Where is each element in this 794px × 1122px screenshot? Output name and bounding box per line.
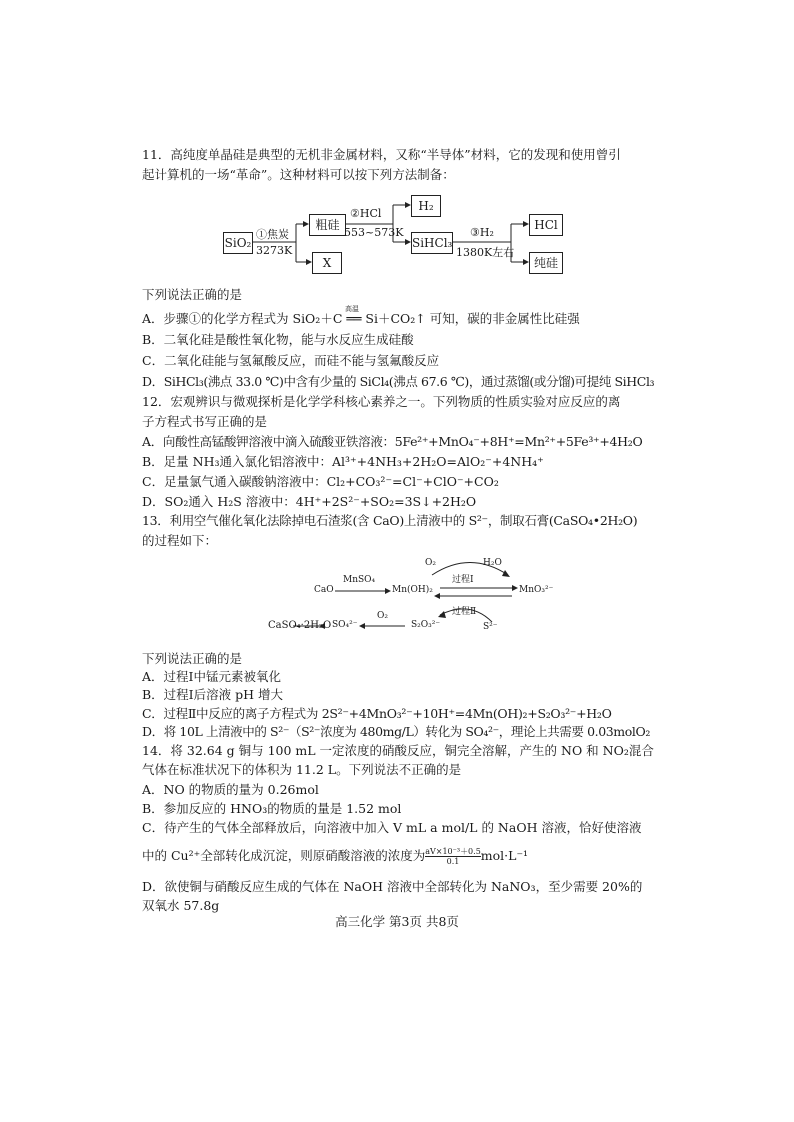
- q13-process1: 过程Ⅰ: [452, 575, 474, 585]
- h2-box: H₂: [411, 195, 441, 217]
- q13-s2: S²⁻: [483, 622, 498, 632]
- q12-option-a: A．向酸性高锰酸钾溶液中滴入硫酸亚铁溶液：5Fe²⁺+MnO₄⁻+8H⁺=Mn²⁺+5Fe³⁺+4H₂O: [142, 434, 643, 449]
- sihcl3-box: SiHCl₃: [411, 232, 453, 254]
- q11-a-condition: 高温: [345, 305, 359, 313]
- q12-stem-line2: 子方程式书写正确的是: [142, 414, 268, 429]
- q14-c-text-post: mol·L⁻¹: [480, 848, 529, 863]
- q11-ask: 下列说法正确的是: [142, 287, 243, 302]
- q14-option-a: A．NO 的物质的量为 0.26mol: [142, 782, 319, 797]
- q13-gypsum: CaSO₄·2H₂O: [268, 620, 332, 631]
- q11-option-a: A．步骤①的化学方程式为 SiO₂＋C ══ Si＋CO₂↑ 可知，碳的非金属性比硅强: [142, 311, 580, 326]
- q11-option-c: C．二氧化硅能与氢氟酸反应，而硅不能与氢氟酸反应: [142, 353, 440, 368]
- q14-option-c-line2: [142, 847, 528, 866]
- step3-label-bottom: 1380K左右: [456, 246, 515, 259]
- q13-stem-line1: 13．利用空气催化氧化法除掉电石渣浆(含 CaO)上清液中的 S²⁻，制取石膏(CaSO₄•2H₂O): [142, 513, 638, 528]
- q13-stem-line2: 的过程如下：: [142, 533, 218, 548]
- q13-process2: 过程Ⅱ: [452, 607, 477, 617]
- q13-ask: 下列说法正确的是: [142, 651, 243, 666]
- q14-option-d-line2: 双氧水 57.8g: [142, 898, 220, 913]
- q13-mno3: MnO₃²⁻: [519, 585, 554, 595]
- q14-option-d-line1: D．欲使铜与硝酸反应生成的气体在 NaOH 溶液中全部转化为 NaNO₃，至少需要 20%的: [142, 879, 643, 894]
- q13-option-d: D．将 10L 上清液中的 S²⁻（S²⁻浓度为 480mg/L）转化为 SO₄²⁻，理论上共需要 0.03molO₂: [142, 724, 650, 739]
- step1-label-top: ①焦炭: [256, 228, 289, 241]
- sio2-box: SiO₂: [223, 232, 253, 254]
- crude-si-box: 粗硅: [309, 214, 346, 236]
- q13-option-b: B．过程Ⅰ后溶液 pH 增大: [142, 687, 283, 702]
- q13-s2o3: S₂O₃²⁻: [411, 620, 441, 630]
- q13-option-a: A．过程Ⅰ中锰元素被氧化: [142, 669, 281, 684]
- q13-mnso4: MnSO₄: [343, 575, 376, 585]
- q14-c-denominator: 0.1: [446, 857, 460, 866]
- q13-so4: SO₄²⁻: [332, 620, 358, 630]
- q12-option-b: B．足量 NH₃通入氯化铝溶液中：Al³⁺+4NH₃+2H₂O=AlO₂⁻+4NH₄⁺: [142, 454, 544, 469]
- q13-option-c: C．过程Ⅱ中反应的离子方程式为 2S²⁻+4MnO₃²⁻+10H⁺=4Mn(OH)₂+S₂O₃²⁻+H₂O: [142, 706, 612, 721]
- step2-label-bottom: 553~573K: [344, 226, 404, 239]
- q14-c-fraction: [425, 847, 481, 866]
- q14-stem-line1: 14．将 32.64 g 铜与 100 mL 一定浓度的硝酸反应，铜完全溶解，产生的 NO 和 NO₂混合: [142, 743, 654, 758]
- q11-stem-line2: 起计算机的一场“革命”。这种材料可以按下列方法制备：: [142, 167, 455, 182]
- step2-label-top: ②HCl: [350, 207, 382, 220]
- page-footer: 高三化学 第3页 共8页: [335, 914, 459, 929]
- hcl-box: HCl: [529, 214, 563, 236]
- step1-label-bottom: 3273K: [256, 244, 293, 257]
- q12-stem-line1: 12．宏观辨识与微观探析是化学学科核心素养之一。下列物质的性质实验对应反应的离: [142, 394, 621, 409]
- q14-option-c-line1: C．待产生的气体全部释放后，向溶液中加入 V mL a mol/L 的 NaOH 溶液，恰好使溶液: [142, 820, 642, 835]
- q14-stem-line2: 气体在标准状况下的体积为 11.2 L。下列说法不正确的是: [142, 762, 462, 777]
- q13-cao: CaO: [314, 585, 334, 595]
- q11-option-b: B．二氧化硅是酸性氧化物，能与水反应生成硅酸: [142, 332, 414, 347]
- q11-option-d: D．SiHCl₃(沸点 33.0 ℃)中含有少量的 SiCl₄(沸点 67.6 ℃)，通过蒸馏(或分馏)可提纯 SiHCl₃: [142, 374, 655, 389]
- q12-option-c: C．足量氯气通入碳酸钠溶液中：Cl₂+CO₃²⁻=Cl⁻+ClO⁻+CO₂: [142, 474, 499, 489]
- pure-si-box: 纯硅: [529, 252, 563, 274]
- q13-mnoh2: Mn(OH)₂: [392, 585, 433, 595]
- x-box: X: [312, 252, 342, 274]
- q14-c-numerator: aV×10⁻³＋0.5: [425, 847, 481, 856]
- step3-label-top: ③H₂: [470, 226, 494, 239]
- q13-o2-top: O₂: [425, 558, 436, 568]
- q14-option-b: B．参加反应的 HNO₃的物质的量是 1.52 mol: [142, 801, 402, 816]
- q13-o2-bottom: O₂: [377, 611, 388, 621]
- q11-stem-line1: 11．高纯度单晶硅是典型的无机非金属材料，又称“半导体”材料，它的发现和使用曾引: [142, 147, 621, 162]
- q12-option-d: D．SO₂通入 H₂S 溶液中：4H⁺+2S²⁻+SO₂=3S↓+2H₂O: [142, 494, 477, 509]
- q14-c-text-pre: 中的 Cu²⁺全部转化成沉淀，则原硝酸溶液的浓度为: [142, 848, 426, 863]
- q13-h2o: H₂O: [483, 558, 502, 568]
